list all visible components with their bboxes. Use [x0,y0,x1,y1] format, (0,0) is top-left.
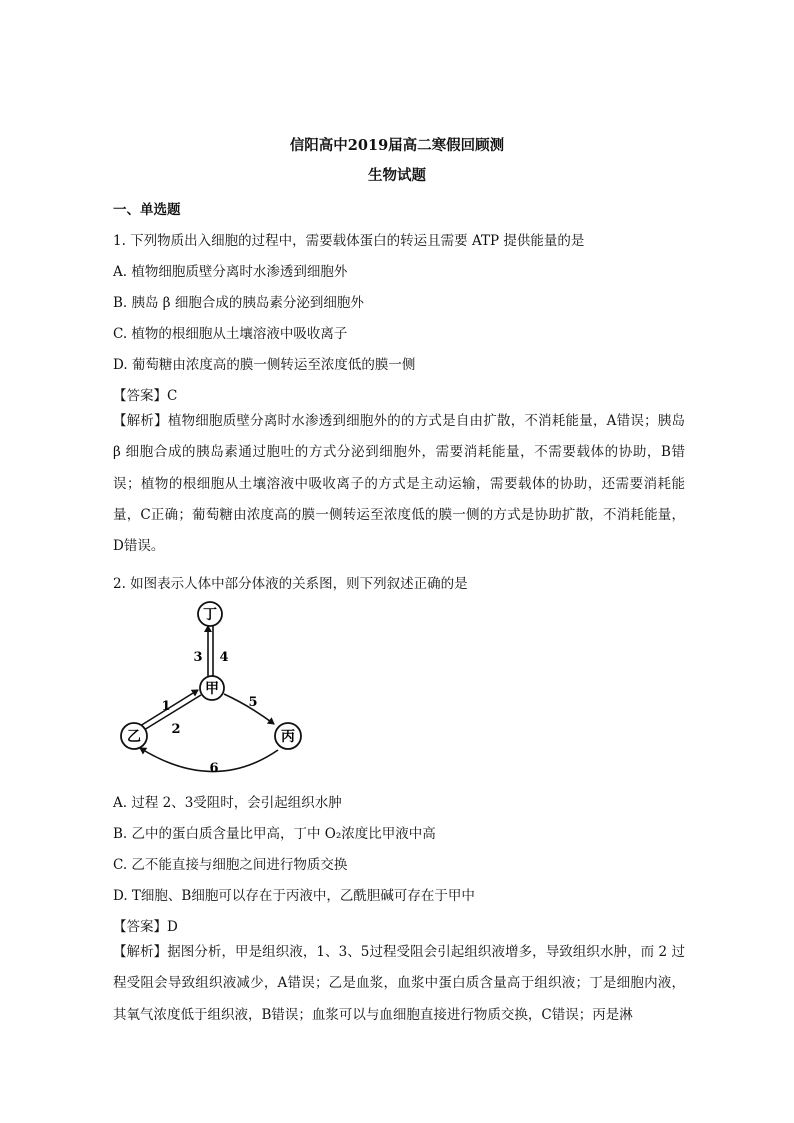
node-bing-label: 丙 [281,729,295,745]
arrow-label-2: 2 [171,722,181,737]
question-2-option-d: D. T细胞、B细胞可以存在于丙液中，乙酰胆碱可存在于甲中 [113,888,475,904]
question-2-option-c: C. 乙不能直接与细胞之间进行物质交换 [113,857,348,873]
node-jia-label: 甲 [205,681,219,697]
arrow-label-1: 1 [161,699,171,714]
question-1-analysis: 【解析】植物细胞质壁分离时水渗透到细胞外的的方式是自由扩散，不消耗能量，A错误；胰岛 β 细胞合成的胰岛素通过胞吐的方式分泌到细胞外，需要消耗能量，不需要载体的协助，B错误；植物的根细胞从土壤溶液中吸收离子的方式是主动运输，需要载体的协助，还需要消耗能量，C正确；葡萄糖由浓度高的膜一侧转运至浓度低的膜一侧的方式是协助扩散，不消耗能量，D错误。 [113,413,685,555]
document-title: 信阳高中2019届高二寒假回顾测 [289,137,505,154]
question-1-option-a: A. 植物细胞质壁分离时水渗透到细胞外 [113,264,348,280]
question-1-option-c: C. 植物的根细胞从土壤溶液中吸收离子 [113,326,348,342]
arrow-label-3: 3 [193,650,203,665]
arrow-label-5: 5 [248,695,258,710]
question-2-option-b: B. 乙中的蛋白质含量比甲高，丁中 O₂浓度比甲液中高 [113,826,436,842]
arrow-label-6: 6 [209,761,219,776]
node-yi-label: 乙 [127,729,141,745]
body-fluid-relationship-diagram [110,598,320,778]
question-1-answer: 【答案】C [113,388,178,404]
question-1-stem: 1. 下列物质出入细胞的过程中，需要载体蛋白的转运且需要 ATP 提供能量的是 [113,233,585,249]
question-1-option-d: D. 葡萄糖由浓度高的膜一侧转运至浓度低的膜一侧 [113,357,416,373]
question-1-option-b: B. 胰岛 β 细胞合成的胰岛素分泌到细胞外 [113,295,364,311]
node-ding-label: 丁 [203,607,217,623]
question-2-answer: 【答案】D [113,919,178,935]
document-subtitle: 生物试题 [368,167,426,184]
question-2-analysis: 【解析】据图分析，甲是组织液，1、3、5过程受阻会引起组织液增多，导致组织水肿，而 2 过程受阻会导致组织液减少，A错误；乙是血浆，血浆中蛋白质含量高于组织液；丁是细胞内液，其氧气浓度低于组织液，B错误；血浆可以与血细胞直接进行物质交换，C错误；丙是淋 [113,944,685,1023]
arrow-label-4: 4 [219,650,229,665]
section-heading: 一、单选题 [113,202,181,218]
question-2-stem: 2. 如图表示人体中部分体液的关系图，则下列叙述正确的是 [113,576,468,592]
question-2-option-a: A. 过程 2、3受阻时，会引起组织水肿 [113,795,342,811]
